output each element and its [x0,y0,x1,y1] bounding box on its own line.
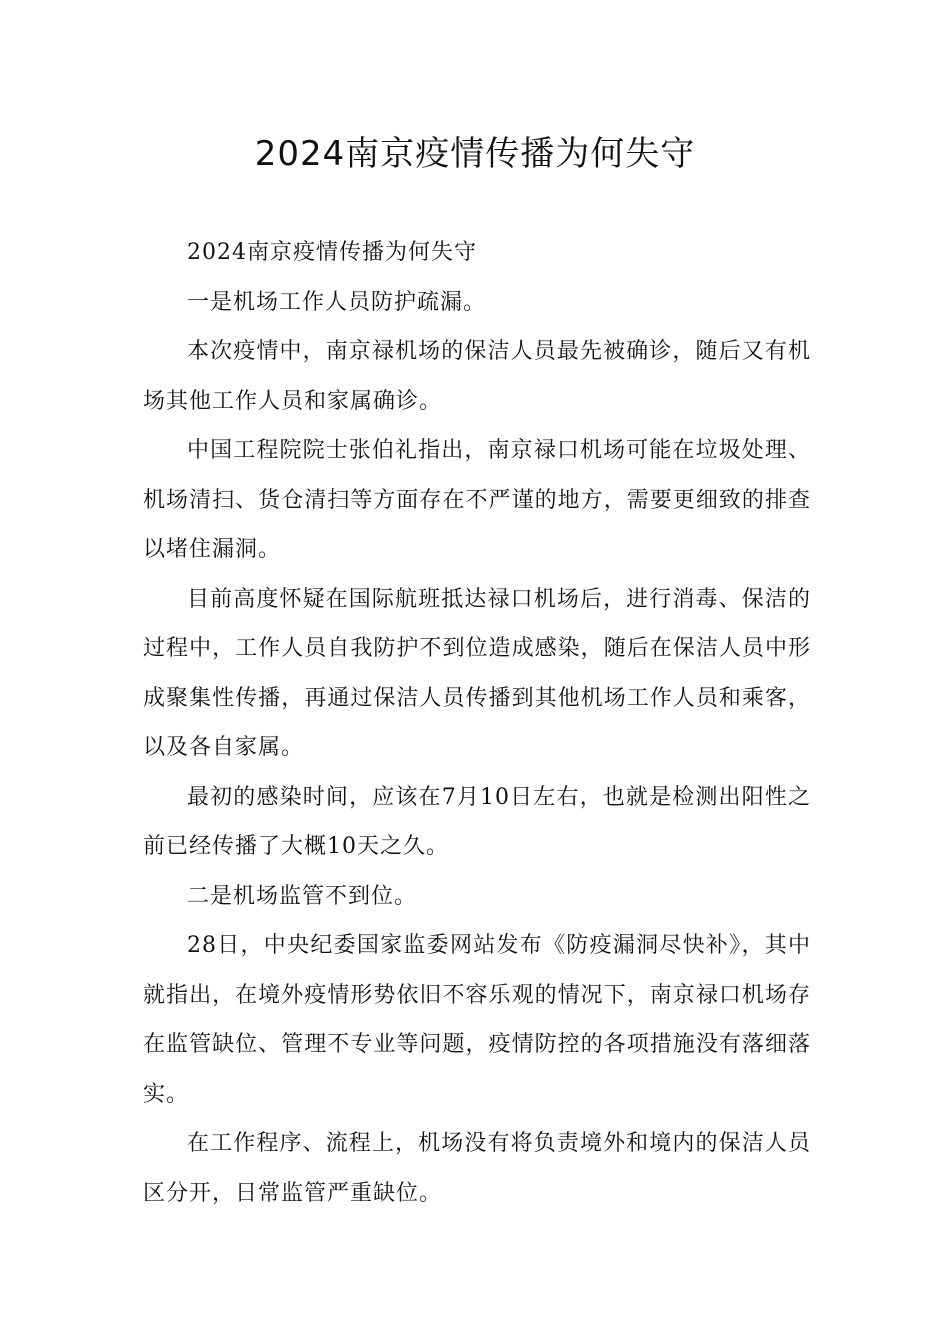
paragraph: 最初的感染时间，应该在7月10日左右，也就是检测出阳性之前已经传播了大概10天之久。 [143,784,811,859]
document-body [143,228,811,1218]
paragraph: 本次疫情中，南京禄机场的保洁人员最先被确诊，随后又有机场其他工作人员和家属确诊。 [143,339,811,414]
paragraph-point-one-heading: 一是机场工作人员防护疏漏。 [187,289,487,315]
paragraph: 中国工程院院士张伯礼指出，南京禄口机场可能在垃圾处理、机场清扫、货仓清扫等方面存在不严谨的地方，需要更细致的排查以堵住漏洞。 [143,438,811,562]
paragraph: 在工作程序、流程上，机场没有将负责境外和境内的保洁人员区分开，日常监管严重缺位。 [143,1131,811,1206]
document-title: 2024南京疫情传播为何失守 [254,134,696,174]
paragraph-point-two-heading: 二是机场监管不到位。 [187,883,418,909]
paragraph-subtitle: 2024南京疫情传播为何失守 [187,240,477,265]
paragraph: 目前高度怀疑在国际航班抵达禄口机场后，进行消毒、保洁的过程中，工作人员自我防护不到位造成感染，随后在保洁人员中形成聚集性传播，再通过保洁人员传播到其他机场工作人员和乘客，以及各自家属。 [143,586,811,760]
paragraph: 28日，中央纪委国家监委网站发布《防疫漏洞尽快补》，其中就指出，在境外疫情形势依旧不容乐观的情况下，南京禄口机场存在监管缺位、管理不专业等问题，疫情防控的各项措施没有落细落实。 [143,933,811,1107]
